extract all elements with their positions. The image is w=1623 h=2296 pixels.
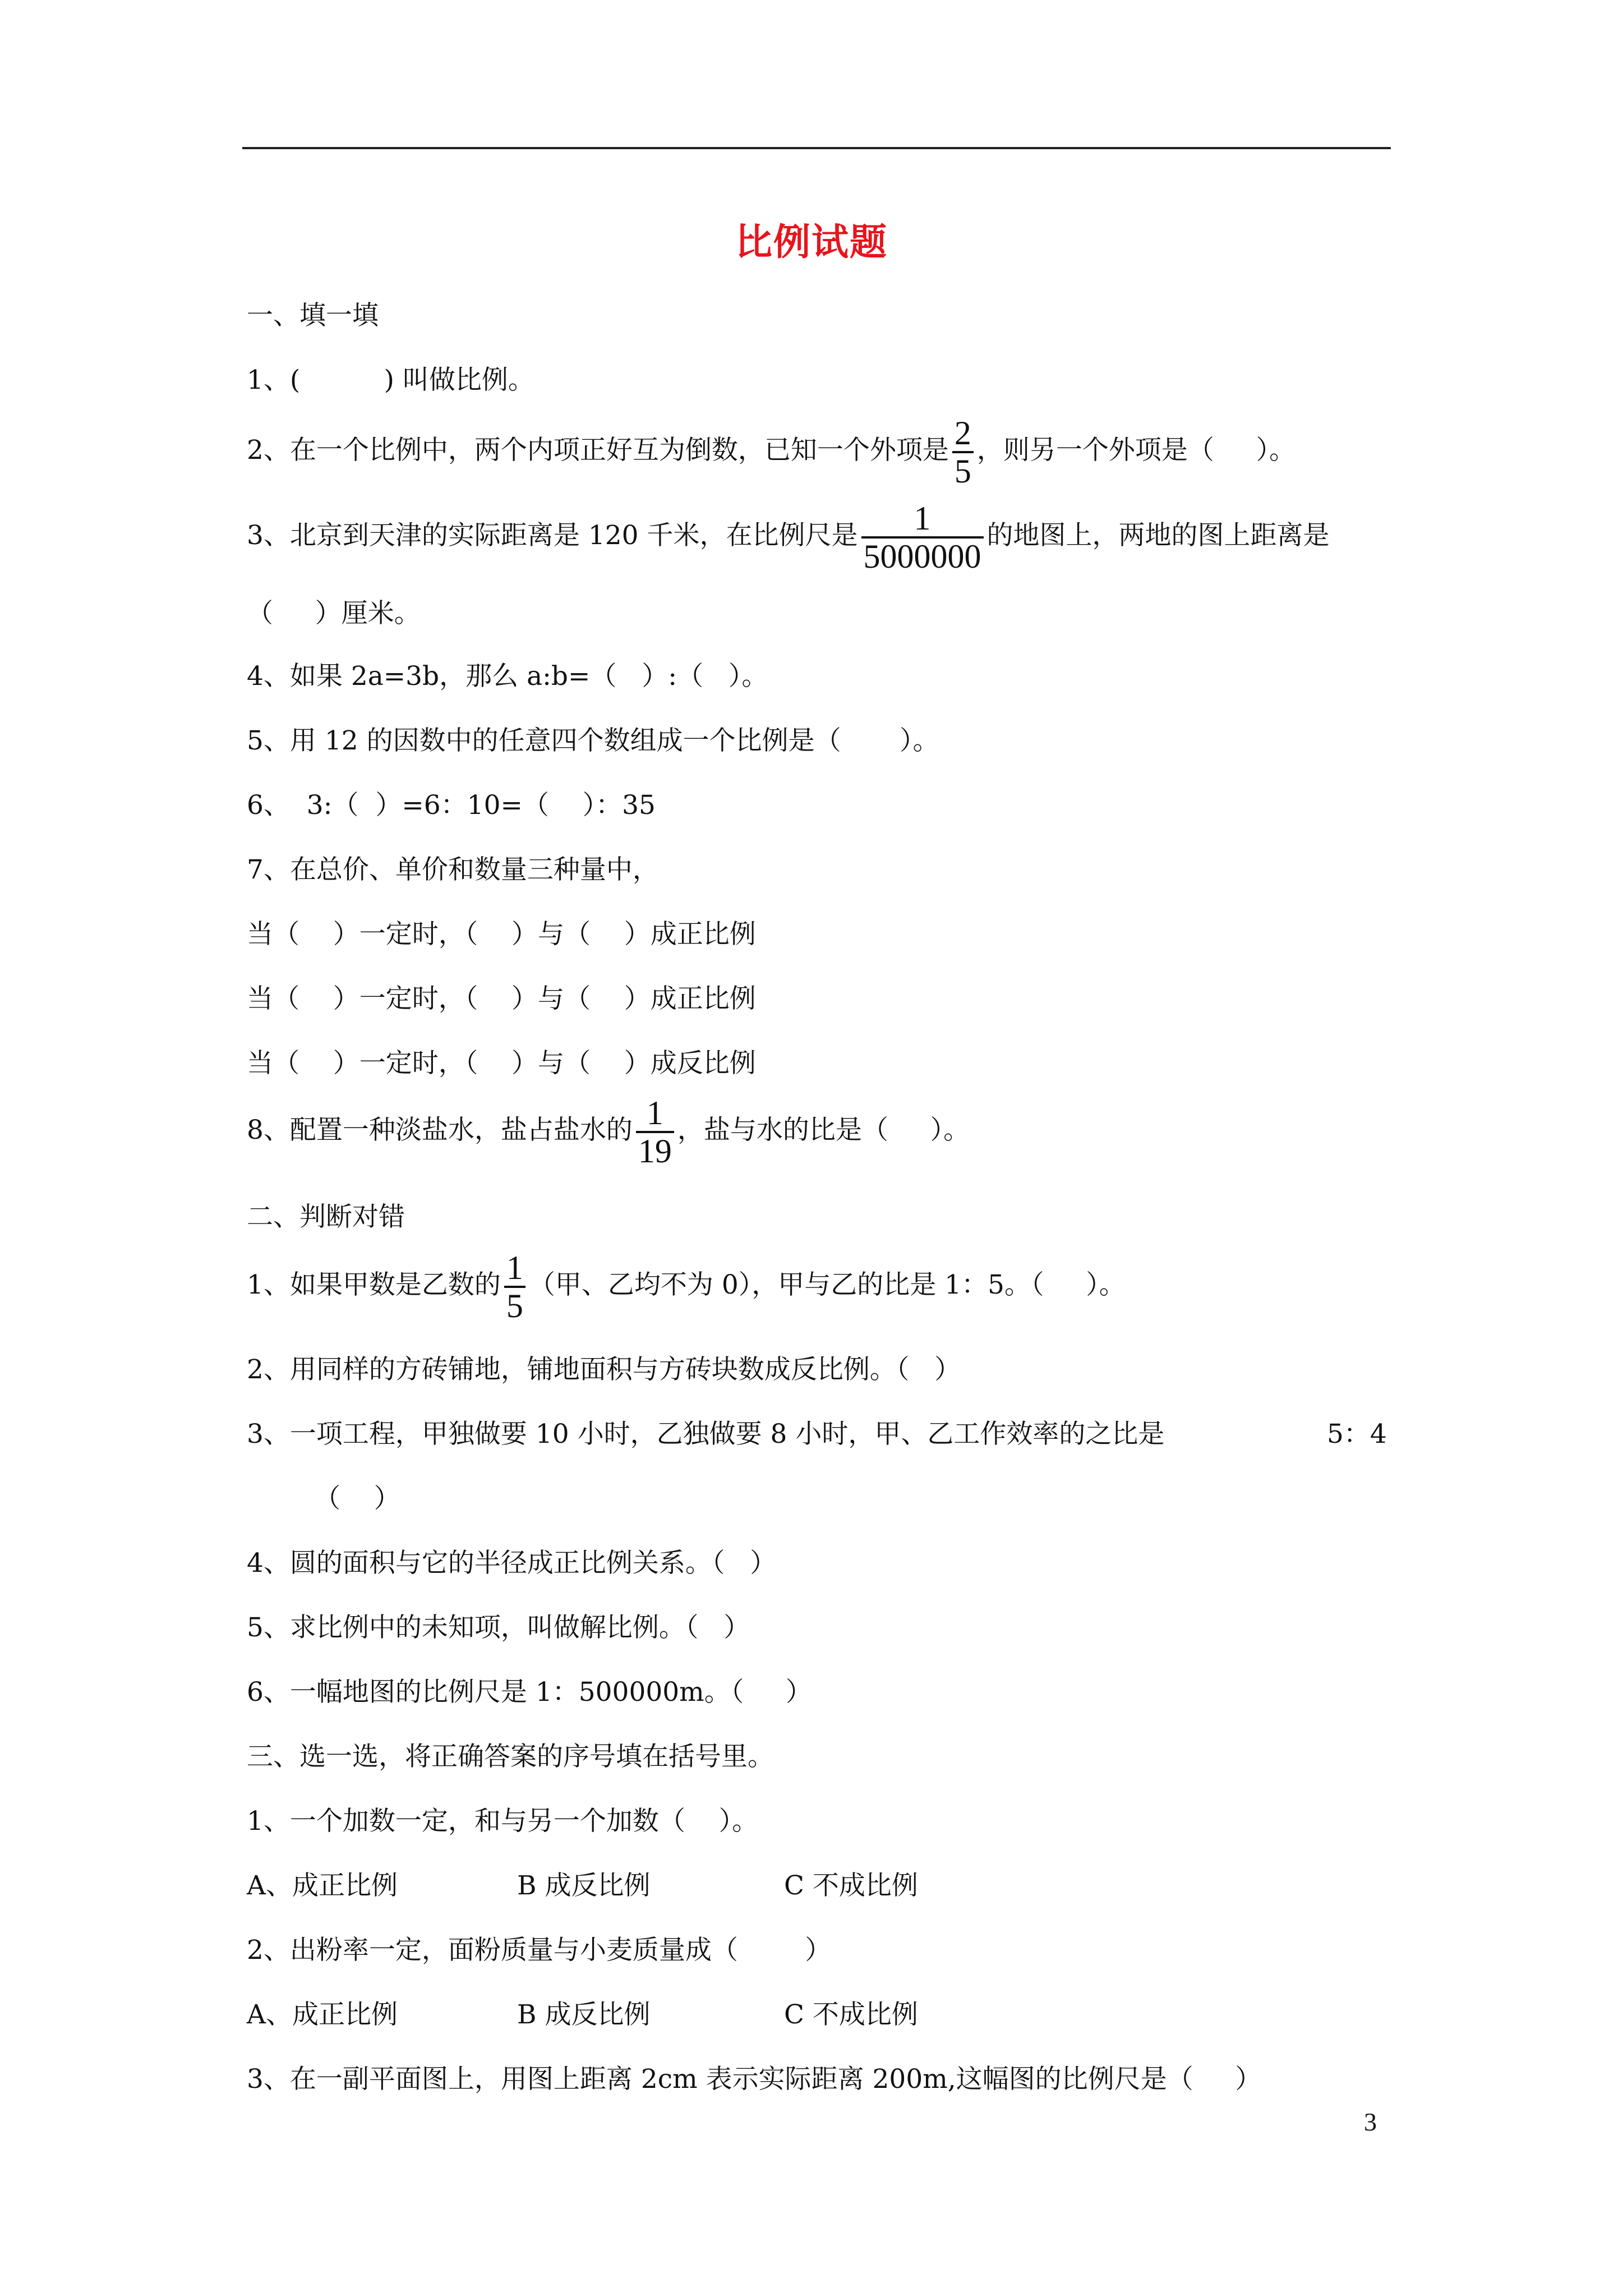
fraction-one-fifth [504,1250,525,1324]
fraction-numerator: 1 [914,500,931,537]
fraction-numerator: 1 [646,1094,663,1131]
choose-question-2: 2、出粉率一定，面粉质量与小麦质量成（ ） [247,1935,832,1966]
fill-question-8 [247,1095,970,1169]
q8-text-pre: 8、配置一种淡盐水，盐占盐水的 [247,1115,633,1145]
choose-question-1-option-b: B 成反比例 [517,1870,651,1901]
section-heading-fill: 一、填一填 [247,300,379,331]
fraction-two-fifths [952,415,974,489]
fill-question-4: 4、如果 2a=3b，那么 a:b=（ ）:（ ）。 [247,661,768,692]
fraction-denominator: 5 [952,451,974,489]
fill-question-6: 6、 3:（ ）=6：10=（ ）：35 [247,790,656,821]
q8-text-post: ，盐与水的比是（ ）。 [677,1115,970,1145]
fraction-numerator: 2 [954,415,971,452]
q3-text-post: 的地图上，两地的图上距离是 [986,520,1330,551]
choose-question-1-option-c: C 不成比例 [784,1870,918,1901]
choose-question-2-option-b: B 成反比例 [517,1999,651,2030]
page-title: 比例试题 [735,220,888,264]
fraction-scale [861,500,984,574]
choose-question-1: 1、一个加数一定，和与另一个加数（ ）。 [247,1806,759,1837]
q2-text-pre: 2、在一个比例中，两个内项正好互为倒数，已知一个外项是 [247,435,949,466]
fill-question-1: 1、( ) 叫做比例。 [247,365,534,395]
fill-question-5: 5、用 12 的因数中的任意四个数组成一个比例是（ ）。 [247,725,939,756]
fill-question-7c: 当（ ）一定时，（ ）与（ ）成反比例 [247,1048,756,1079]
judge-question-4: 4、圆的面积与它的半径成正比例关系。（ ） [247,1548,777,1579]
judge-question-2: 2、用同样的方砖铺地，铺地面积与方砖块数成反比例。（ ） [247,1354,961,1385]
section-heading-choose: 三、选一选，将正确答案的序号填在括号里。 [247,1741,774,1772]
fill-question-3 [247,500,1330,574]
fraction-denominator: 5 [504,1286,525,1324]
fraction-numerator: 1 [506,1249,523,1286]
fill-question-7: 7、在总价、单价和数量三种量中， [247,854,659,885]
q2-text-post: ，则另一个外项是（ ）。 [976,435,1296,466]
choose-question-1-option-a: A、成正比例 [247,1870,398,1901]
judge-question-3: 3、一项工程，甲独做要 10 小时，乙独做要 8 小时，甲、乙工作效率的之比是 [247,1419,1165,1450]
page-number: 3 [1364,2108,1377,2136]
fraction-denominator: 5000000 [861,536,984,574]
judge-question-3-ratio: 5：4 [1327,1419,1387,1450]
choose-question-2-option-c: C 不成比例 [784,1999,918,2030]
judge-question-6: 6、一幅地图的比例尺是 1：500000m。（ ） [247,1677,812,1708]
fill-question-2 [247,415,1295,489]
section-heading-judge: 二、判断对错 [247,1202,405,1232]
fill-question-7a: 当（ ）一定时，（ ）与（ ）成正比例 [247,919,756,950]
judge-question-1 [247,1250,1126,1324]
j1-text-post: （甲、乙均不为 0），甲与乙的比是 1：5。（ ）。 [528,1269,1126,1300]
fraction-one-nineteenth [636,1095,674,1169]
j1-text-pre: 1、如果甲数是乙数的 [247,1269,501,1300]
judge-question-3-cont: （ ） [314,1483,400,1514]
header-rule [242,147,1391,149]
fill-question-7b: 当（ ）一定时，（ ）与（ ）成正比例 [247,983,756,1014]
fill-question-3-cont: （ ）厘米。 [247,598,421,629]
fraction-denominator: 19 [636,1131,674,1169]
judge-question-5: 5、求比例中的未知项，叫做解比例。（ ） [247,1612,750,1643]
q3-text-pre: 3、北京到天津的实际距离是 120 千米，在比例尺是 [247,520,858,551]
choose-question-2-option-a: A、成正比例 [247,1999,398,2030]
choose-question-3: 3、在一副平面图上，用图上距离 2cm 表示实际距离 200m,这幅图的比例尺是（ ） [247,2064,1262,2095]
